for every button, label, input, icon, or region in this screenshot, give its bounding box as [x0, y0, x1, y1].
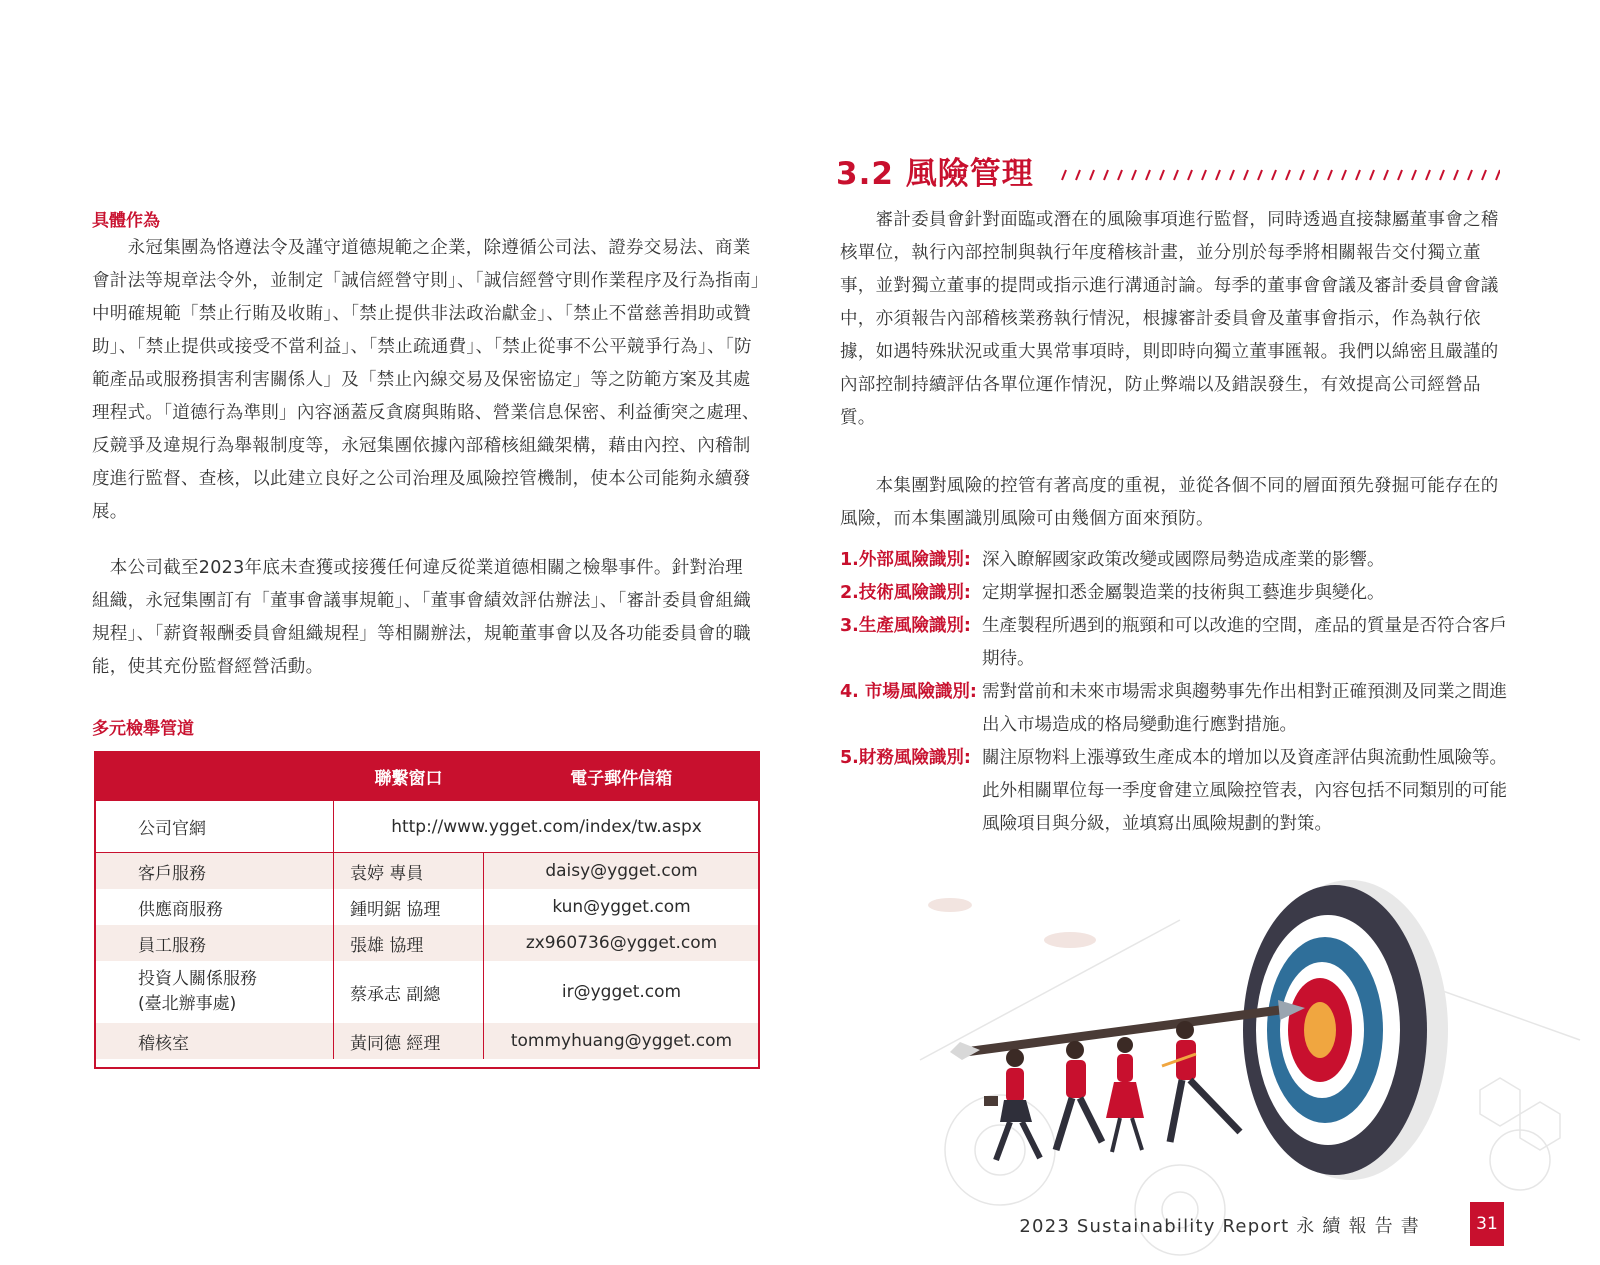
paragraph-governance: 本公司截至2023年底未查獲或接獲任何違反從業道德相關之檢舉事件。針對治理組織，永冠集團訂有「董事會議事規範」、「董事會績效評估辦法」、「審計委員會組織規程」、「薪資報酬委員會組織規程」等相關辦法，規範董事會以及各功能委員會的職能，使其充份監督經營活動。 — [92, 558, 752, 677]
report-title: 2023 Sustainability Report 永 續 報 告 書 — [1019, 1216, 1420, 1237]
website-label: 公司官網 — [94, 801, 334, 853]
email-link[interactable]: daisy@ygget.com — [484, 853, 760, 890]
risk-label: 1.外部風險識別: — [840, 550, 971, 570]
risk-label: 5.財務風險識別: — [840, 748, 971, 768]
risk-text: 定期掌握扣悉金屬製造業的技術與工藝進步與變化。 — [982, 583, 1385, 603]
contact-cell: 蔡承志 副總 — [334, 961, 484, 1023]
heading-specific-actions: 具體作為 — [92, 211, 160, 231]
table-header-dept — [94, 751, 334, 801]
website-url-link[interactable]: http://www.ygget.com/index/tw.aspx — [334, 801, 760, 853]
table-row — [94, 1023, 759, 1059]
paragraph-ethics: 永冠集團為恪遵法令及謹守道德規範之企業，除遵循公司法、證券交易法、商業會計法等規章法令外，並制定「誠信經營守則」、「誠信經營守則作業程序及行為指南」中明確規範「禁止行賄及收賄」、「禁止提供非法政治獻金」、「禁止不當慈善捐助或贊助」、「禁止提供或接受不當利益」、「禁止疏通費」、「禁止從事不公平競爭行為」、「防範產品或服務損害利害關係人」及「禁止內線交易及保密協定」等之防範方案及其處理程式。「道德行為準則」內容涵蓋反貪腐與賄賂、營業信息保密、利益衝突之處理、反競爭及違規行為舉報制度等，永冠集團依據內部稽核組織架構，藉由內控、內稽制度進行監督、查核，以此建立良好之公司治理及風險控管機制，使本公司能夠永續發展。 — [92, 238, 760, 522]
risk-text: 生產製程所遇到的瓶頸和可以改進的空間，產品的質量是否符合客戶期待。 — [982, 616, 1507, 669]
dept-cell: 員工服務 — [94, 925, 334, 961]
table-row — [94, 961, 759, 1023]
email-link[interactable]: zx960736@ygget.com — [484, 925, 760, 961]
email-link[interactable]: tommyhuang@ygget.com — [484, 1023, 760, 1059]
risk-text: 關注原物料上漲導致生產成本的增加以及資產評估與流動性風險等。此外相關單位每一季度會建立風險控管表，內容包括不同類別的可能風險項目與分級，並填寫出風險規劃的對策。 — [982, 748, 1507, 834]
section-title: 3.2 風險管理 — [836, 156, 1034, 192]
whistleblowing-table — [94, 751, 759, 1059]
table-row — [94, 889, 759, 925]
email-link[interactable]: ir@ygget.com — [484, 961, 760, 1023]
risk-text: 需對當前和未來市場需求與趨勢事先作出相對正確預測及同業之間進出入市場造成的格局變動進行應對措施。 — [982, 682, 1507, 735]
target-icon — [1243, 880, 1448, 1180]
risk-label: 3.生產風險識別: — [840, 616, 971, 636]
dept-cell: 客戶服務 — [94, 853, 334, 890]
risk-label: 4. 市場風險識別: — [840, 682, 977, 702]
contact-cell: 袁婷 專員 — [334, 853, 484, 890]
page-number: 31 — [1470, 1202, 1504, 1246]
dept-cell: 稽核室 — [94, 1023, 334, 1059]
dept-cell: 投資人關係服務 (臺北辦事處) — [94, 961, 334, 1023]
table-row — [94, 853, 759, 890]
contact-cell: 鍾明鋸 協理 — [334, 889, 484, 925]
heading-whistleblowing-channels: 多元檢舉管道 — [92, 719, 194, 739]
title-decoration — [1060, 168, 1500, 182]
contact-cell: 黃同德 經理 — [334, 1023, 484, 1059]
table-row — [94, 801, 759, 853]
risk-text: 深入瞭解國家政策改變或國際局勢造成產業的影響。 — [982, 550, 1385, 570]
table-header-row — [94, 751, 759, 801]
risk-label: 2.技術風險識別: — [840, 583, 971, 603]
paragraph-audit-committee: 審計委員會針對面臨或潛在的風險事項進行監督，同時透過直接隸屬董事會之稽核單位，執行內部控制與執行年度稽核計畫，並分別於每季將相關報告交付獨立董事，並對獨立董事的提問或指示進行溝通討論。每季的董事會會議及審計委員會會議中，亦須報告內部稽核業務執行情況，根據審計委員會及董事會指示，作為執行依據，如遇特殊狀況或重大異常事項時，則即時向獨立董事匯報。我們以綿密且嚴謹的內部控制持續評估各單位運作情況，防止弊端以及錯誤發生，有效提高公司經營品質。 — [840, 210, 1499, 428]
table-header-contact: 聯繫窗口 — [334, 751, 484, 801]
table-row — [94, 925, 759, 961]
email-link[interactable]: kun@ygget.com — [484, 889, 760, 925]
dept-cell: 供應商服務 — [94, 889, 334, 925]
paragraph-risk-identification: 本集團對風險的控管有著高度的重視，並從各個不同的層面預先發掘可能存在的風險，而本集團識別風險可由幾個方面來預防。 — [840, 476, 1499, 529]
table-header-email: 電子郵件信箱 — [484, 751, 760, 801]
contact-cell: 張雄 協理 — [334, 925, 484, 961]
